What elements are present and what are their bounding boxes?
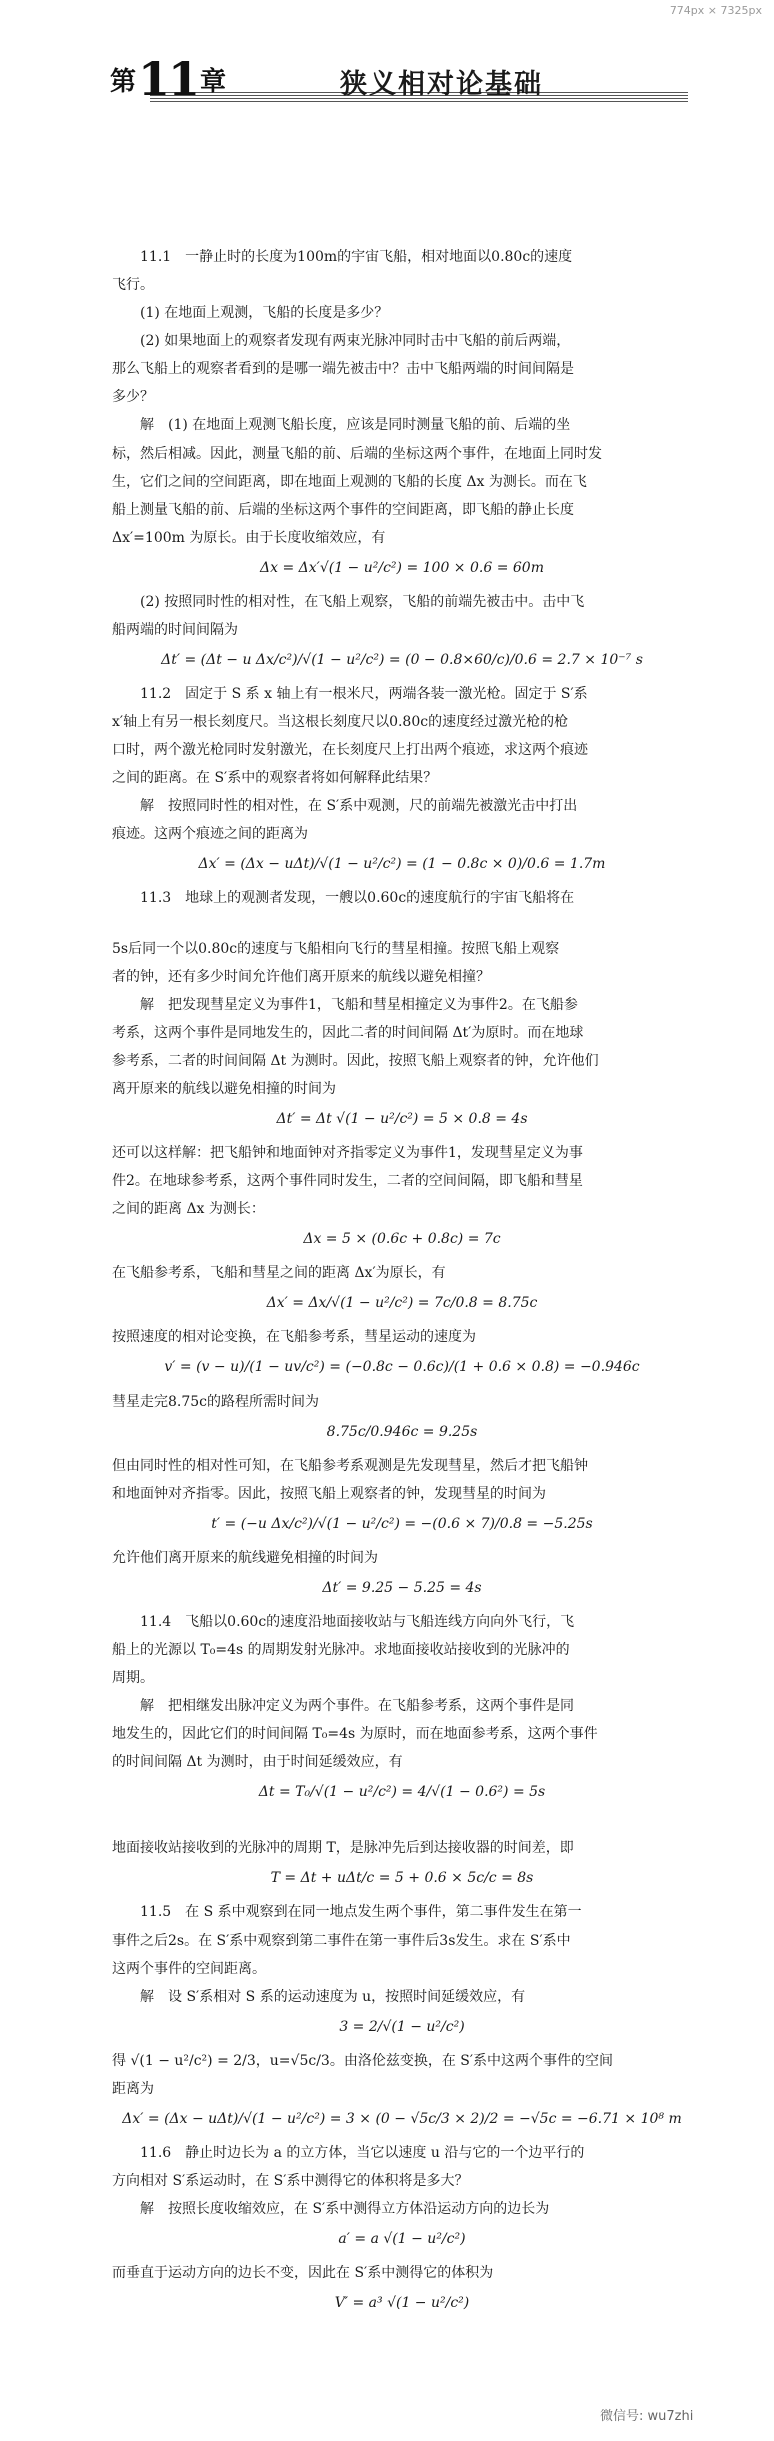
text-line: (1) 在地面上观测，飞船的长度是多少？	[140, 305, 389, 322]
text-line: 在飞船参考系，飞船和彗星之间的距离 Δx′为原长，有	[112, 1265, 446, 1282]
text-line: 而垂直于运动方向的边长不变，因此在 S′系中测得它的体积为	[112, 2265, 494, 2282]
text-line: 多少？	[112, 389, 154, 406]
text-line: 但由同时性的相对性可知，在飞船参考系观测是先发现彗星，然后才把飞船钟	[112, 1457, 588, 1474]
equation: Δt′ = 9.25 − 5.25 = 4s	[322, 1579, 482, 1596]
text-line: 口时，两个激光枪同时发射激光，在长刻度尺上打出两个痕迹，求这两个痕迹	[112, 742, 588, 759]
equation: Δx′ = Δx/√(1 − u²/c²) = 7c/0.8 = 8.75c	[266, 1295, 538, 1312]
text-line: 距离为	[112, 2080, 154, 2097]
equation: Δx = Δx′√(1 − u²/c²) = 100 × 0.6 = 60m	[260, 559, 544, 576]
chapter-suffix: 章	[200, 67, 227, 97]
chapter-number	[110, 52, 227, 106]
image-size-label: 774px × 7325px	[669, 4, 762, 17]
text-line: (2) 按照同时性的相对性，在飞船上观察，飞船的前端先被击中。击中飞	[140, 593, 585, 610]
equation: t′ = (−u Δx/c²)/√(1 − u²/c²) = −(0.6 × 7)/0.8 = −5.25s	[211, 1515, 593, 1532]
equation: Δt′ = Δt √(1 − u²/c²) = 5 × 0.8 = 4s	[276, 1111, 528, 1128]
text-line: 飞行。	[112, 277, 154, 294]
text-line: 者的钟，还有多少时间允许他们离开原来的航线以避免相撞？	[112, 968, 490, 985]
text-line: 参考系，二者的时间间隔 Δt 为测时。因此，按照飞船上观察者的钟，允许他们	[112, 1052, 599, 1069]
text-line: 和地面钟对齐指零。因此，按照飞船上观察者的钟，发现彗星的时间为	[112, 1485, 546, 1502]
text-line: (2) 如果地面上的观察者发现有两束光脉冲同时击中飞船的前后两端，	[140, 333, 571, 350]
text-line: 解 设 S′系相对 S 系的运动速度为 u，按照时间延缓效应，有	[140, 1988, 526, 2005]
text-line: 地发生的，因此它们的时间间隔 T₀=4s 为原时，而在地面参考系，这两个事件	[112, 1726, 598, 1743]
text-line: 按照速度的相对论变换，在飞船参考系，彗星运动的速度为	[112, 1329, 476, 1346]
text-line: 11.1 一静止时的长度为100m的宇宙飞船，相对地面以0.80c的速度	[140, 249, 573, 265]
text-line: 解 按照同时性的相对性，在 S′系中观测，尺的前端先被激光击中打出	[140, 798, 578, 815]
text-line: 11.6 静止时边长为 a 的立方体，当它以速度 u 沿与它的一个边平行的	[140, 2144, 585, 2161]
blank-gap	[112, 1814, 692, 1832]
blank-gap	[112, 915, 692, 933]
text-line: 周期。	[112, 1669, 154, 1686]
document-body	[112, 245, 692, 2325]
text-line: 痕迹。这两个痕迹之间的距离为	[112, 826, 308, 843]
equation: v′ = (v − u)/(1 − uv/c²) = (−0.8c − 0.6c)/(1 + 0.6 × 0.8) = −0.946c	[164, 1359, 640, 1376]
text-line: 船上的光源以 T₀=4s 的周期发射光脉冲。求地面接收站接收到的光脉冲的	[112, 1641, 570, 1658]
text-line: 的时间间隔 Δt 为测时，由于时间延缓效应，有	[112, 1754, 403, 1771]
text-line: 11.2 固定于 S 系 x 轴上有一根米尺，两端各装一激光枪。固定于 S′系	[140, 686, 588, 703]
text-line: 地面接收站接收到的光脉冲的周期 T，是脉冲先后到达接收器的时间差，即	[112, 1840, 574, 1857]
text-line: 事件之后2s。在 S′系中观察到第二事件在第一事件后3s发生。求在 S′系中	[112, 1932, 571, 1949]
text-line: 船两端的时间间隔为	[112, 621, 238, 638]
text-line: 允许他们离开原来的航线避免相撞的时间为	[112, 1549, 378, 1566]
text-line: 11.4 飞船以0.60c的速度沿地面接收站与飞船连线方向向外飞行，飞	[140, 1613, 575, 1630]
chapter-title: 狭义相对论基础	[340, 69, 543, 100]
text-line: 生，它们之间的空间距离，即在地面上观测的飞船的长度 Δx 为测长。而在飞	[112, 473, 587, 490]
text-line: 这两个事件的空间距离。	[112, 1960, 266, 1977]
chapter-num: 11	[138, 52, 199, 106]
text-line: 解 把相继发出脉冲定义为两个事件。在飞船参考系，这两个事件是同	[140, 1698, 574, 1715]
text-line: 之间的距离。在 S′系中的观察者将如何解释此结果？	[112, 770, 438, 787]
equation: Δx′ = (Δx − uΔt)/√(1 − u²/c²) = 3 × (0 − √5c/3 × 2)/2 = −√5c = −6.71 × 10⁸ m	[122, 2110, 682, 2127]
text-line: 11.5 在 S 系中观察到在同一地点发生两个事件，第二事件发生在第一	[140, 1904, 582, 1921]
text-line: 11.3 地球上的观测者发现，一艘以0.60c的速度航行的宇宙飞船将在	[140, 890, 575, 907]
text-line: 方向相对 S′系运动时，在 S′系中测得它的体积将是多大？	[112, 2172, 469, 2189]
text-line: 解 把发现彗星定义为事件1，飞船和彗星相撞定义为事件2。在飞船参	[140, 996, 578, 1013]
text-line: 还可以这样解：把飞船钟和地面钟对齐指零定义为事件1，发现彗星定义为事	[112, 1145, 583, 1162]
text-line: 那么飞船上的观察者看到的是哪一端先被击中？击中飞船两端的时间间隔是	[112, 361, 574, 378]
text-line: 标，然后相减。因此，测量飞船的前、后端的坐标这两个事件，在地面上同时发	[112, 445, 602, 462]
text-line: 船上测量飞船的前、后端的坐标这两个事件的空间距离，即飞船的静止长度	[112, 501, 574, 518]
equation: Δx′ = (Δx − uΔt)/√(1 − u²/c²) = (1 − 0.8c × 0)/0.6 = 1.7m	[198, 856, 606, 873]
equation: 8.75c/0.946c = 9.25s	[326, 1423, 478, 1440]
text-line: 离开原来的航线以避免相撞的时间为	[112, 1081, 336, 1098]
equation: Δx = 5 × (0.6c + 0.8c) = 7c	[303, 1231, 501, 1248]
equation: a′ = a √(1 − u²/c²)	[338, 2231, 466, 2248]
text-line: 得 √(1 − u²/c²) = 2/3，u=√5c/3。由洛伦兹变换，在 S′系中这两个事件的空间	[112, 2052, 614, 2069]
text-line: 考系，这两个事件是同地发生的，因此二者的时间间隔 Δt′为原时。而在地球	[112, 1024, 584, 1041]
equation: 3 = 2/√(1 − u²/c²)	[339, 2018, 465, 2035]
text-line: 件2。在地球参考系，这两个事件同时发生，二者的空间间隔，即飞船和彗星	[112, 1173, 583, 1190]
text-line: 解 (1) 在地面上观测飞船长度，应该是同时测量飞船的前、后端的坐	[140, 417, 571, 434]
text-line: Δx′=100m 为原长。由于长度收缩效应，有	[112, 529, 386, 546]
text-line: 5s后同一个以0.80c的速度与飞船相向飞行的彗星相撞。按照飞船上观察	[112, 940, 560, 957]
equation: T = Δt + uΔt/c = 5 + 0.6 × 5c/c = 8s	[270, 1870, 534, 1887]
equation: Δt′ = (Δt − u Δx/c²)/√(1 − u²/c²) = (0 − 0.8×60/c)/0.6 = 2.7 × 10⁻⁷ s	[161, 651, 643, 668]
chapter-header	[110, 52, 688, 110]
equation: V′ = a³ √(1 − u²/c²)	[334, 2295, 470, 2312]
text-line: 彗星走完8.75c的路程所需时间为	[112, 1393, 320, 1410]
equation: Δt = T₀/√(1 − u²/c²) = 4/√(1 − 0.6²) = 5s	[258, 1784, 546, 1801]
text-line: x′轴上有另一根长刻度尺。当这根长刻度尺以0.80c的速度经过激光枪的枪	[112, 714, 569, 731]
text-line: 之间的距离 Δx 为测长：	[112, 1201, 265, 1218]
wechat-watermark: 微信号: wu7zhi	[600, 2409, 694, 2424]
text-line: 解 按照长度收缩效应，在 S′系中测得立方体沿运动方向的边长为	[140, 2201, 550, 2218]
chapter-prefix: 第	[110, 67, 137, 97]
